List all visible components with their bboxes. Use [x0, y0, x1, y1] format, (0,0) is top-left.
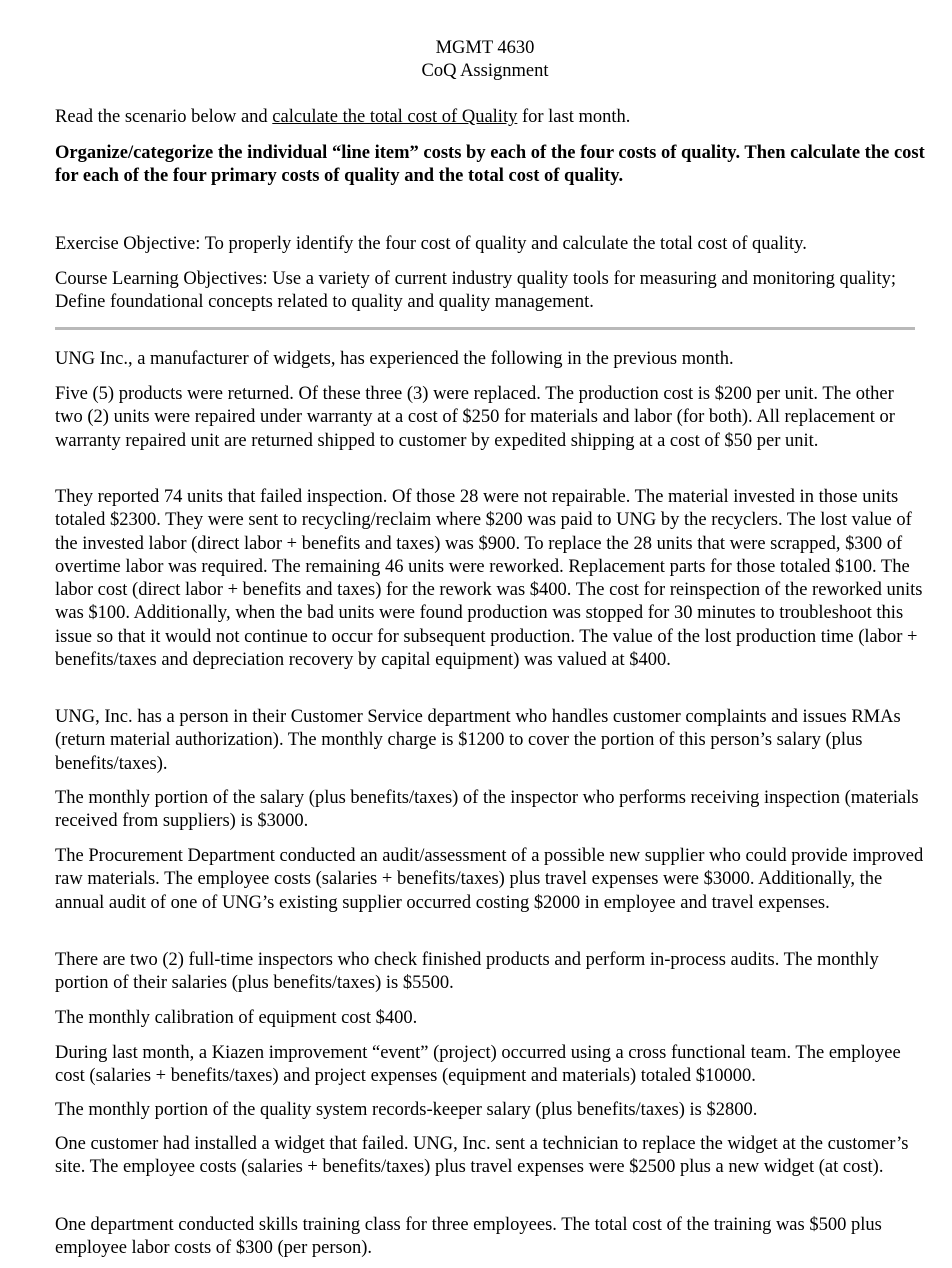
intro-underlined-text: calculate the total cost of Quality: [272, 107, 518, 127]
intro-text-pre: Read the scenario below and: [55, 107, 273, 127]
scenario-paragraph-failed-inspection: They reported 74 units that failed inspection. Of those 28 were not repairable. The material invested in those units totaled $2300. They were sent to recycling/reclaim where $200 was paid to UNG by the recyclers. The lost value of the invested labor (direct labor + benefits and taxes) was $900. To replace the 28 units that were scrapped, $300 of overtime labor was required. The remaining 46 units were reworked. Replacement parts for those totaled $100. The labor cost (direct labor + benefits and taxes) for the rework was $400. The cost for reinspection of the reworked units was $100. Additionally, when the bad units were found production was stopped for 30 minutes to troubleshoot this issue so that it would not continue to occur for subsequent production. The value of the lost production time (labor + benefits/taxes and depreciation recovery by capital equipment) was valued at $400.: [55, 487, 923, 671]
scenario-paragraph-intro: UNG Inc., a manufacturer of widgets, has experienced the following in the previous month.: [55, 349, 734, 369]
scenario-paragraph-customer-service: UNG, Inc. has a person in their Customer Service department who handles customer complaints and issues RMAs (return material authorization). The monthly charge is $1200 to cover the portion of this person’s salary (plus benefits/taxes).: [55, 707, 901, 774]
scenario-paragraph-inspectors: There are two (2) full-time inspectors who check finished products and perform in-process audits. The monthly portion of their salaries (plus benefits/taxes) is $5500.: [55, 950, 879, 994]
scenario-paragraph-calibration: The monthly calibration of equipment cost $400.: [55, 1008, 418, 1028]
course-code: MGMT 4630: [435, 38, 535, 58]
course-learning-objectives: Course Learning Objectives: Use a variety of current industry quality tools for measuring and monitoring quality; Define foundational concepts related to quality and quality management.: [55, 269, 897, 313]
section-divider: [55, 327, 915, 330]
scenario-paragraph-field-replacement: One customer had installed a widget that failed. UNG, Inc. sent a technician to replace the widget at the customer’s site. The employee costs (salaries + benefits/taxes) plus travel expenses were $2500 plus a new widget (at cost).: [55, 1134, 909, 1178]
instruction-paragraph: Organize/categorize the individual “line item” costs by each of the four costs of quality. Then calculate the cost for each of the four primary costs of quality and the total cost of quality.: [55, 143, 925, 187]
scenario-paragraph-kaizen: During last month, a Kiazen improvement “event” (project) occurred using a cross functional team. The employee cost (salaries + benefits/taxes) and project expenses (equipment and materials) totaled $10000.: [55, 1043, 901, 1087]
scenario-paragraph-procurement-audit: The Procurement Department conducted an audit/assessment of a possible new supplier who could provide improved raw materials. The employee costs (salaries + benefits/taxes) plus travel expenses were $3000. Additionally, the annual audit of one of UNG’s existing supplier occurred costing $2000 in employee and travel expenses.: [55, 846, 924, 913]
scenario-paragraph-receiving-inspection: The monthly portion of the salary (plus benefits/taxes) of the inspector who performs receiving inspection (materials received from suppliers) is $3000.: [55, 788, 919, 832]
intro-paragraph: [55, 106, 925, 129]
assignment-title: CoQ Assignment: [421, 61, 549, 81]
intro-text-post: for last month.: [517, 107, 631, 127]
scenario-paragraph-training: One department conducted skills training class for three employees. The total cost of the training was $500 plus employee labor costs of $300 (per person).: [55, 1215, 882, 1259]
scenario-paragraph-returns: Five (5) products were returned. Of these three (3) were replaced. The production cost is $200 per unit. The other two (2) units were repaired under warranty at a cost of $250 for materials and labor (for both). All replacement or warranty repaired unit are returned shipped to customer by expedited shipping at a cost of $50 per unit.: [55, 384, 895, 451]
exercise-objective: Exercise Objective: To properly identify the four cost of quality and calculate the total cost of quality.: [55, 234, 807, 254]
scenario-paragraph-records-keeper: The monthly portion of the quality system records-keeper salary (plus benefits/taxes) is $2800.: [55, 1100, 758, 1120]
